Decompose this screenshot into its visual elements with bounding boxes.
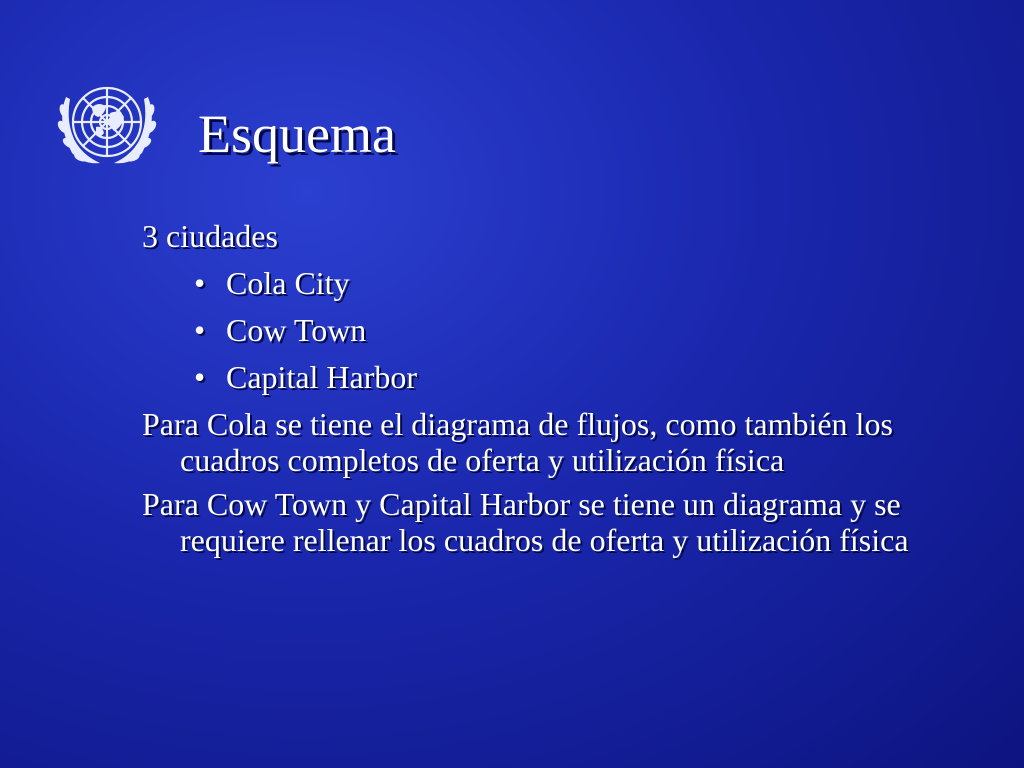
list-item [142,312,932,348]
list-item [142,486,932,558]
un-emblem-icon [52,77,162,171]
list-item [142,218,932,254]
list-item [142,406,932,478]
item-text: Cola City [226,265,350,301]
list-item [142,359,932,395]
bullet-icon: • [194,312,206,348]
item-text: Para Cola se tiene el diagrama de flujos, como también los cuadros completos de oferta y utilización física [142,406,893,478]
item-text: Capital Harbor [226,359,418,395]
item-text: 3 ciudades [142,218,278,254]
slide-body [142,218,932,566]
bullet-icon: • [194,265,206,301]
item-text: Para Cow Town y Capital Harbor se tiene un diagrama y se requiere rellenar los cuadros de oferta y utilización física [142,486,909,558]
slide-title: Esquema [198,104,396,164]
list-item [142,265,932,301]
bullet-icon: • [194,359,206,395]
item-text: Cow Town [226,312,367,348]
